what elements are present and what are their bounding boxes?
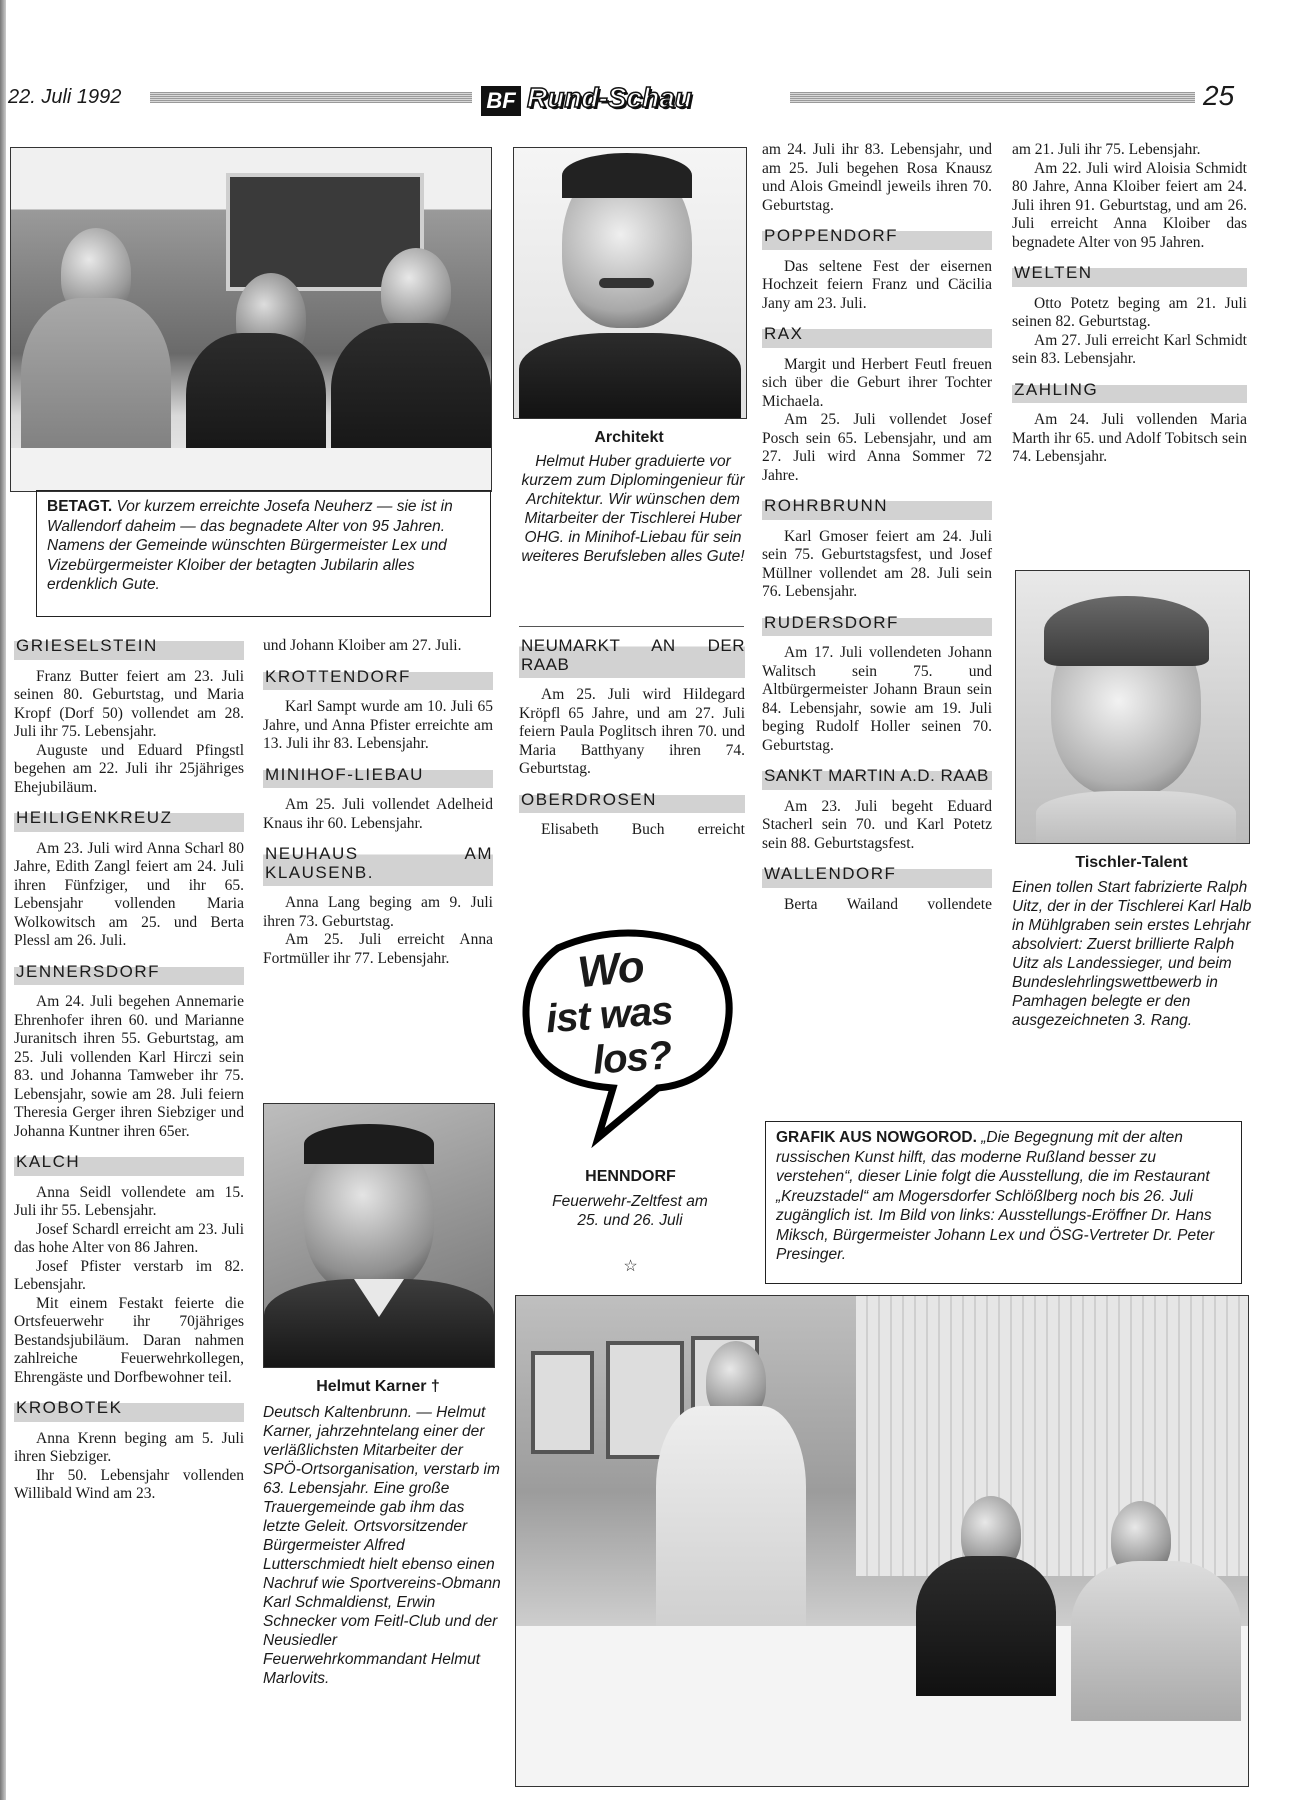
header-rule-right (790, 92, 1195, 103)
text-neuhaus-2: Am 25. Juli erreicht Anna Fortmüller ihr 77. Lebensjahr. (263, 931, 493, 967)
tischler-title: Tischler-Talent (1075, 854, 1188, 871)
heading-rax: RAX (762, 321, 992, 348)
col3-top-rule (519, 626, 744, 627)
text-jennersdorf-1: Am 24. Juli begehen Annemarie Ehrenhofer ihren 60. und Marianne Juranitsch ihren 55. Geburtstag, am 25. Juli vollenden Karl Hirczi sein 83. und Johanna Tamweber ihr 75. Lebensjahr, sowie am 28. Juli feiern Theresia Gerger ihren Siebziger und Johanna Kuntner ihren 65er. (14, 993, 244, 1140)
header-date: 22. Juli 1992 (8, 86, 122, 108)
henndorf-title: HENNDORF (585, 1168, 676, 1185)
text-grieselstein-2: Auguste und Eduard Pfingstl begehen am 22. Juli ihr 25jähriges Ehejubiläum. (14, 741, 244, 796)
text-welten-2: Am 27. Juli erreicht Karl Schmidt sein 83. Lebensjahr. (1012, 331, 1247, 367)
text-zahling-1: Am 24. Juli vollenden Maria Marth ihr 65. und Adolf Tobitsch sein 74. Lebensjahr. (1012, 411, 1247, 465)
heading-oberdrosen: OBERDROSEN (519, 787, 745, 814)
heading-krottendorf: KROTTENDORF (263, 664, 493, 691)
architekt-title: Architekt (594, 429, 664, 446)
heading-rudersdorf: RUDERSDORF (762, 610, 992, 637)
heading-heiligenkreuz: HEILIGENKREUZ (14, 805, 244, 832)
header-logo-bf: BF (481, 86, 521, 116)
karner-text: Deutsch Kaltenbrunn. — Helmut Karner, jahrzehntelang einer der verläßlichsten Mitarbeiter der SPÖ-Ortsorganisation, verstarb im 63. Lebensjahr. Eine große Trauergemeinde gab ihm das letzte Geleit. Ortsvorsitzender Bürgermeister Alfred Lutterschmiedt hielt ebenso einen Nachruf wie Sportvereins-Obmann Karl Schmaldienst, Erwin Schnecker vom Feitl-Club und der Neusiedler Feuerwehrkommandant Helmut Marlovits. (263, 1404, 501, 1687)
text-neuhaus-1: Anna Lang beging am 9. Juli ihren 73. Geburtstag. (263, 894, 493, 930)
text-kalch-1: Anna Seidl vollendete am 15. Juli ihr 55. Lebensjahr. (14, 1183, 244, 1219)
heading-grieselstein: GRIESELSTEIN (14, 633, 244, 660)
tischler-text: Einen tollen Start fabrizierte Ralph Uitz, der in der Tischlerei Karl Halb in Mühlgraben sein erstes Lehrjahr absolviert: Zuerst brillierte Ralph Uitz als Landessieger, und beim Bundeslehrlingswettbewerb in Pamhagen belegte er den ausgezeichneten 3. Rang. (1012, 879, 1252, 1029)
header-rule-left (150, 92, 472, 103)
heading-poppendorf: POPPENDORF (762, 223, 992, 250)
text-poppendorf-1: Das seltene Fest der eisernen Hochzeit feiern Franz und Cäcilia Jany am 23. Juli. (762, 257, 992, 312)
bubble-line-2: ist was (544, 988, 674, 1042)
caption-betagt (36, 490, 491, 617)
text-rax-2: Am 25. Juli vollendet Josef Posch sein 65. Lebensjahr, und am 27. Juli wird Anna Sommer 72 Jahre. (762, 411, 992, 484)
star-ornament: ☆ (623, 1258, 638, 1275)
text-col4-cont: am 24. Juli ihr 83. Lebensjahr, und am 25. Juli begehen Rosa Knausz und Alois Gmeindl jeweils ihren 70. Geburtstag. (762, 141, 992, 214)
caption-betagt-text: Vor kurzem erreichte Josefa Neuherz — sie ist in Wallendorf daheim — das begnadete Alter von 95 Jahren. Namens der Gemeinde wünschten Bürgermeister Lex und Vizebürgermeister Kloiber der betagten Jubilarin alles erdenklich Gute. (47, 498, 453, 593)
scan-edge (0, 0, 6, 1800)
header-page-number: 25 (1203, 80, 1235, 111)
text-grieselstein-1: Franz Butter feiert am 23. Juli seinen 80. Geburtstag, und Maria Kropf (Dorf 50) vollendet am 28. Juli ihr 75. Lebensjahr. (14, 667, 244, 740)
architekt-text: Helmut Huber graduierte vor kurzem zum Diplomingenieur für Architektur. Wir wünschen dem Mitarbeiter der Tischlerei Huber OHG. in Minihof-Liebau für sein weiteres Berufsleben alles Gute! (521, 453, 745, 565)
heading-zahling: ZAHLING (1012, 377, 1247, 404)
photo-tischler (1015, 570, 1250, 844)
text-rax-1: Margit und Herbert Feutl freuen sich über die Geburt ihrer Tochter Michaela. (762, 355, 992, 410)
photo-grafik (515, 1295, 1249, 1787)
karner-title: Helmut Karner † (316, 1378, 440, 1395)
photo-architekt (513, 147, 747, 419)
text-oberdrosen-1: Elisabeth Buch erreicht (541, 821, 745, 838)
text-krottendorf-1: Karl Sampt wurde am 10. Juli 65 Jahre, und Anna Pfister erreichte am 13. Juli ihr 83. Lebensjahr. (263, 698, 493, 752)
heading-rohrbrunn: ROHRBRUNN (762, 493, 992, 520)
heading-minihof: MINIHOF-LIEBAU (263, 762, 493, 789)
text-col5-cont: am 21. Juli ihr 75. Lebensjahr. (1012, 141, 1201, 158)
heading-krobotek: KROBOTEK (14, 1395, 244, 1422)
henndorf-text: Feuerwehr-Zeltfest am 25. und 26. Juli (552, 1193, 708, 1229)
text-wallendorf-1: Berta Wailand vollendete (784, 895, 992, 913)
text-krobotek-1: Anna Krenn beging am 5. Juli ihren Siebziger. (14, 1429, 244, 1465)
text-col2-cont: und Johann Kloiber am 27. Juli. (263, 637, 462, 654)
photo-betagt (10, 147, 492, 492)
text-kalch-3: Josef Pfister verstarb im 82. Lebensjahr. (14, 1257, 244, 1293)
heading-neumarkt: NEUMARKT AN DER RAAB (519, 633, 745, 678)
text-minihof-1: Am 25. Juli vollendet Adelheid Knaus ihr 60. Lebensjahr. (263, 796, 493, 832)
text-kalch-4: Mit einem Festakt feierte die Ortsfeuerwehr ihr 70jähriges Bestandsjubiläum. Daran nahmen zahlreiche Feuerwehrkollegen, Ehrengäste und Dorfbewohner teil. (14, 1294, 244, 1386)
bubble-line-3: los? (591, 1033, 673, 1083)
caption-betagt-lead: BETAGT. (47, 498, 113, 515)
text-col5-2: Am 22. Juli wird Aloisia Schmidt 80 Jahre, Anna Kloiber feiert am 24. Juli ihren 91. Geburtstag, und am 26. Juli erreicht Anna Kloiber das begnadete Alter von 95 Jahren. (1012, 159, 1247, 251)
heading-wallendorf: WALLENDORF (762, 861, 992, 888)
text-kalch-2: Josef Schardl erreicht am 23. Juli das hohe Alter von 86 Jahren. (14, 1220, 244, 1256)
column-4 (762, 141, 992, 914)
text-heiligenkreuz-1: Am 23. Juli wird Anna Scharl 80 Jahre, Edith Zangl feiert am 24. Juli ihren Fünfziger, und ihr 65. Lebensjahr vollenden Maria Wolkowitsch am 25. und Berta Plessl am 26. Juli. (14, 839, 244, 949)
text-rudersdorf-1: Am 17. Juli vollendeten Johann Walitsch sein 75. und Altbürgermeister Johann Braun sein 84. Lebensjahr, sowie am 19. Juli beging Rudolf Holler seinen 70. Geburtstag. (762, 644, 992, 754)
caption-grafik-lead: GRAFIK AUS NOWGOROD. (776, 1129, 977, 1146)
header-logo-title: Rund-Schau (527, 82, 692, 113)
text-sanktmartin-1: Am 23. Juli begeht Eduard Stacherl sein 70. und Karl Potetz sein 88. Geburtstagsfest. (762, 797, 992, 852)
text-krobotek-2: Ihr 50. Lebensjahr vollenden Willibald Wind am 23. (14, 1466, 244, 1502)
heading-neuhaus: NEUHAUS AM KLAUSENB. (263, 841, 493, 886)
caption-grafik (765, 1121, 1242, 1284)
column-3 (519, 633, 745, 840)
column-2 (263, 637, 493, 968)
photo-karner (263, 1103, 495, 1368)
column-1 (14, 633, 244, 1504)
caption-grafik-text: „Die Begegnung mit der alten russischen Kunst hilft, das moderne Rußland besser zu verstehen“, dieser Linie folgt die Ausstellung, die im Restaurant „Kreuzstadel“ am Mogersdorfer Schlößlberg noch bis 26. Juli zugänglich ist. Im Bild von links: Ausstellungs-Eröffner Dr. Hans Miksch, Bürgermeister Johann Lex und ÖSG-Vertreter Dr. Peter Presinger. (776, 1129, 1215, 1263)
heading-kalch: KALCH (14, 1149, 244, 1176)
speech-bubble (518, 923, 743, 1163)
bubble-line-1: Wo (575, 941, 646, 998)
heading-jennersdorf: JENNERSDORF (14, 959, 244, 986)
heading-sanktmartin: SANKT MARTIN A.D. RAAB (762, 763, 992, 790)
text-rohrbrunn-1: Karl Gmoser feiert am 24. Juli sein 75. Geburtstagsfest, und Josef Müllner vollendet am 28. Juli sein 76. Lebensjahr. (762, 527, 992, 600)
text-welten-1: Otto Potetz beging am 21. Juli seinen 82. Geburtstag. (1012, 294, 1247, 330)
text-neumarkt-1: Am 25. Juli wird Hildegard Kröpfl 65 Jahre, und am 27. Juli feiern Paula Poglitsch ihren 70. und Maria Batthyany ihren 74. Geburtstag. (519, 686, 745, 777)
heading-welten: WELTEN (1012, 260, 1247, 287)
column-5 (1012, 141, 1247, 467)
